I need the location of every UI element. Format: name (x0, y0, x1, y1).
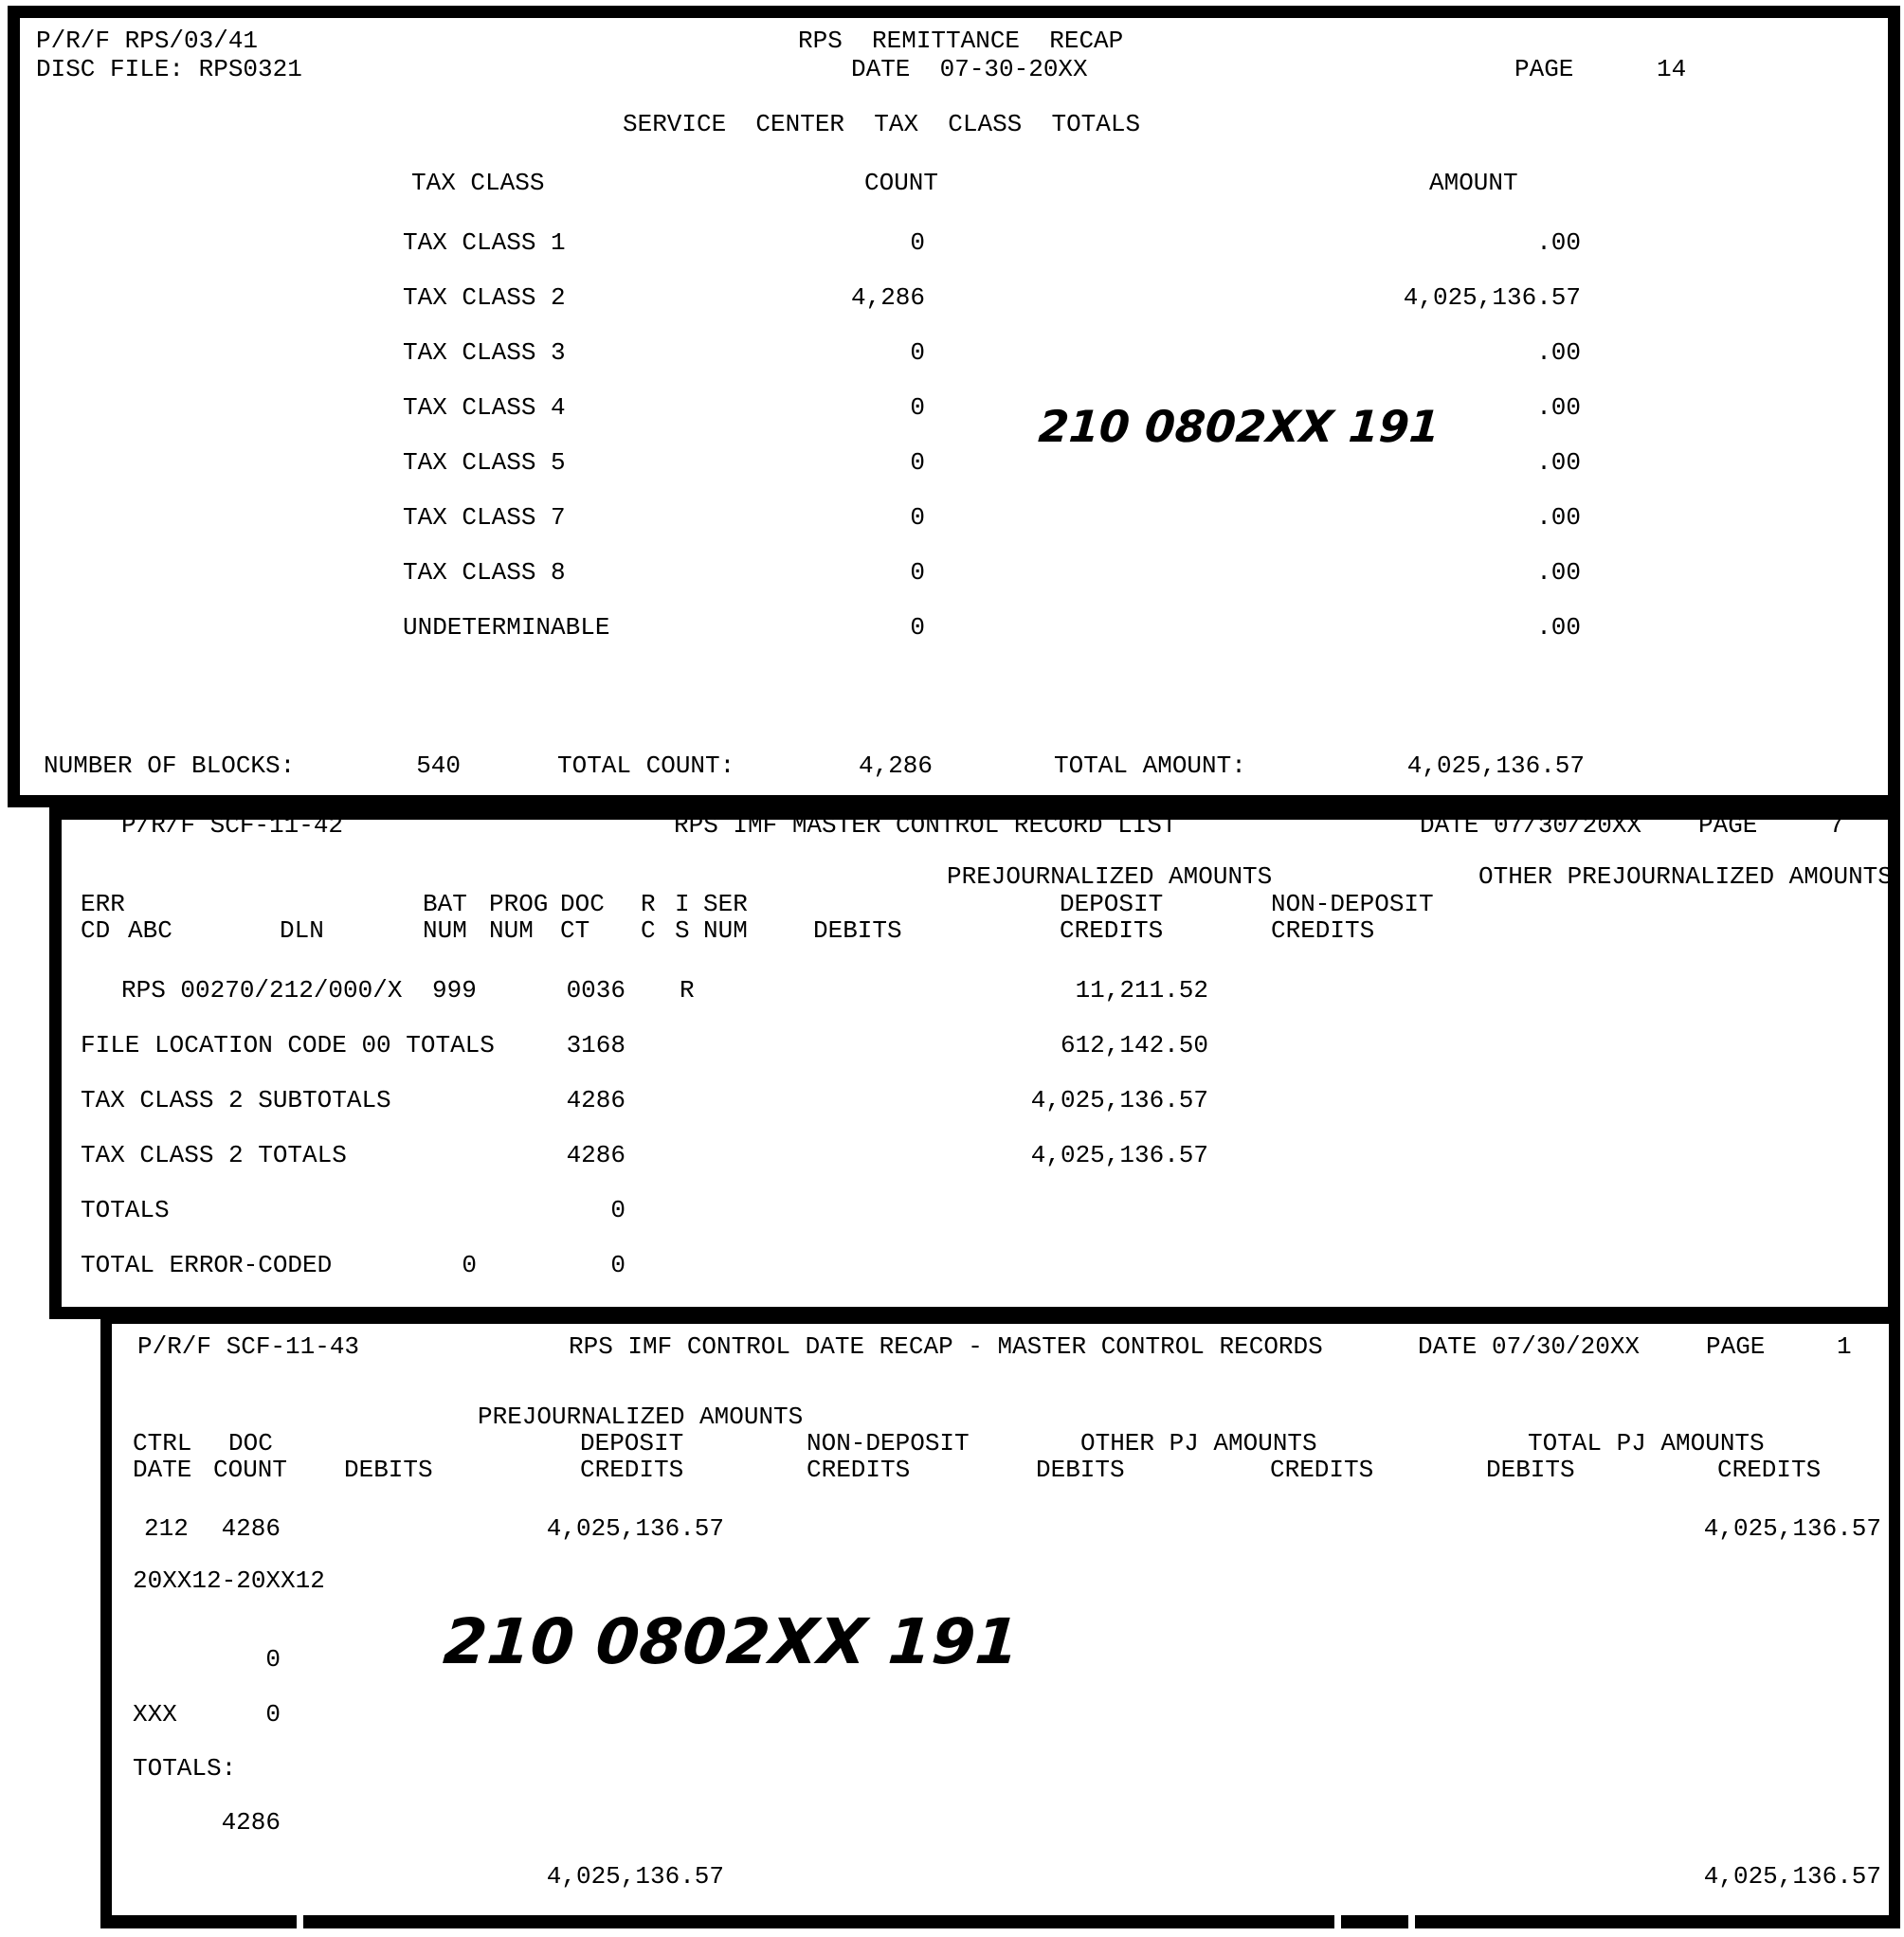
page2-h-ct: CT (560, 916, 590, 945)
tax-class-row-count: 4,286 (850, 283, 925, 312)
page1-total-count-label: TOTAL COUNT: (557, 751, 735, 780)
mcr-row-deposit-credits: 4,025,136.57 (1030, 1086, 1208, 1114)
page2-h-deposit: DEPOSIT (1060, 890, 1164, 918)
page3-bottom-border-dash (100, 1915, 297, 1928)
mcr-row-deposit-credits: 4,025,136.57 (1030, 1141, 1208, 1169)
page3-title: RPS IMF CONTROL DATE RECAP - MASTER CONTROL RECORDS (569, 1332, 1323, 1361)
mcr-row-doc-ct: 4286 (566, 1086, 626, 1114)
cdr-xxx-label: XXX (133, 1700, 177, 1729)
handwritten-dln-annotation: 210 0802XX 191 (1037, 401, 1442, 452)
tax-class-row-amount: .00 (1536, 503, 1581, 532)
page2-h-ser: SER (703, 890, 748, 918)
mcr-row-doc-ct: 0 (610, 1251, 626, 1279)
tax-class-row-amount: 4,025,136.57 (1403, 283, 1581, 312)
page1-disc-file: DISC FILE: RPS0321 (36, 55, 302, 83)
page3-bottom-border-dash (1341, 1915, 1408, 1928)
page3-h-ctrl: CTRL (133, 1429, 192, 1457)
mcr-row-bat: 0 (462, 1251, 477, 1279)
mcr-row-label: TOTAL ERROR-CODED (81, 1251, 333, 1279)
page3-bottom-border-dash (303, 1915, 1334, 1928)
page1-prf-code: P/R/F RPS/03/41 (36, 27, 259, 55)
cdr-row-deposit-credits: 4,025,136.57 (546, 1514, 724, 1543)
page1-subtitle: SERVICE CENTER TAX CLASS TOTALS (623, 110, 1141, 138)
page3-page-number: 1 (1837, 1332, 1852, 1361)
page3-date: DATE 07/30/20XX (1418, 1332, 1641, 1361)
tax-class-row-label: TAX CLASS 7 (403, 503, 566, 532)
mcr-row-label: TAX CLASS 2 TOTALS (81, 1141, 347, 1169)
page1-page-label: PAGE (1514, 55, 1574, 83)
tax-class-row-count: 0 (910, 393, 925, 422)
tax-class-row-label: TAX CLASS 3 (403, 338, 566, 367)
page3-h-credits1: CREDITS (580, 1456, 684, 1484)
cdr-totals-doc-count: 4286 (221, 1808, 281, 1837)
page2-h-credits-deposit: CREDITS (1060, 916, 1164, 945)
page2-prf-code: P/R/F SCF-11-42 (121, 811, 344, 840)
page3-h-doc: DOC (228, 1429, 273, 1457)
page3-h-deposit: DEPOSIT (580, 1429, 684, 1457)
page2-group-other: OTHER PREJOURNALIZED AMOUNTS (1478, 862, 1893, 891)
page3-h-debits3: DEBITS (1486, 1456, 1575, 1484)
cdr-totals-total-credits: 4,025,136.57 (1703, 1862, 1881, 1891)
tax-class-row-count: 0 (910, 338, 925, 367)
page3-h-credits4: CREDITS (1717, 1456, 1822, 1484)
cdr-cycle-range: 20XX12-20XX12 (133, 1566, 325, 1595)
tax-class-row-amount: .00 (1536, 613, 1581, 642)
mcr-row-deposit-credits: 11,211.52 (1075, 976, 1208, 1005)
page3-prf-code: P/R/F SCF-11-43 (137, 1332, 360, 1361)
mcr-row-label: RPS 00270/212/000/X (121, 976, 403, 1005)
page2-h-bat: BAT (423, 890, 467, 918)
page1-page-number: 14 (1657, 55, 1687, 83)
page2-h-debits: DEBITS (813, 916, 902, 945)
page2-page-label: PAGE (1698, 811, 1758, 840)
page2-h-num2: NUM (489, 916, 534, 945)
page1-blocks-label: NUMBER OF BLOCKS: (44, 751, 296, 780)
tax-class-row-label: UNDETERMINABLE (403, 613, 610, 642)
tax-class-row-amount: .00 (1536, 338, 1581, 367)
page2-page-number: 7 (1829, 811, 1844, 840)
tax-class-row-amount: .00 (1536, 393, 1581, 422)
mcr-row-doc-ct: 0 (610, 1196, 626, 1224)
cdr-totals-label: TOTALS: (133, 1754, 237, 1783)
tax-class-row-count: 0 (910, 503, 925, 532)
cdr-totals-deposit-credits: 4,025,136.57 (546, 1862, 724, 1891)
tax-class-row-count: 0 (910, 558, 925, 587)
page3-bottom-border-dash (1415, 1915, 1900, 1928)
page2-date: DATE 07/30/20XX (1420, 811, 1642, 840)
mcr-row-doc-ct: 4286 (566, 1141, 626, 1169)
page3-h-count: COUNT (213, 1456, 288, 1484)
page1-blocks-value: 540 (416, 751, 461, 780)
page1-total-amount-value: 4,025,136.57 (1406, 751, 1585, 780)
page2-h-nondeposit: NON-DEPOSIT (1271, 890, 1434, 918)
page3-h-debits2: DEBITS (1036, 1456, 1125, 1484)
cdr-row-total-credits: 4,025,136.57 (1703, 1514, 1881, 1543)
page2-h-i: I (675, 890, 690, 918)
mcr-row-deposit-credits: 612,142.50 (1060, 1031, 1208, 1059)
page3-h-date: DATE (133, 1456, 192, 1484)
page3-group-other: OTHER PJ AMOUNTS (1080, 1429, 1317, 1457)
page1-col-count: COUNT (864, 169, 939, 197)
page3-h-debits1: DEBITS (344, 1456, 433, 1484)
page3-group-prejournalized: PREJOURNALIZED AMOUNTS (478, 1403, 804, 1431)
page3-h-nondeposit: NON-DEPOSIT (807, 1429, 970, 1457)
page2-h-doc: DOC (560, 890, 605, 918)
page2-h-c: C (641, 916, 656, 945)
mcr-row-doc-ct: 0036 (566, 976, 626, 1005)
tax-class-row-amount: .00 (1536, 558, 1581, 587)
tax-class-row-count: 0 (910, 228, 925, 257)
page2-group-prejournalized: PREJOURNALIZED AMOUNTS (947, 862, 1273, 891)
tax-class-row-label: TAX CLASS 1 (403, 228, 566, 257)
tax-class-row-label: TAX CLASS 5 (403, 448, 566, 477)
page3-group-total: TOTAL PJ AMOUNTS (1528, 1429, 1765, 1457)
cdr-row-doc-count: 4286 (221, 1514, 281, 1543)
page2-h-cd: CD (81, 916, 111, 945)
page1-title: RPS REMITTANCE RECAP (798, 27, 1124, 55)
page2-h-abc: ABC (128, 916, 172, 945)
page2-h-credits-nondeposit: CREDITS (1271, 916, 1375, 945)
cdr-row-ctrl-date: 212 (144, 1514, 189, 1543)
page2-h-num1: NUM (423, 916, 467, 945)
handwritten-dln-annotation: 210 0802XX 191 (441, 1605, 1022, 1678)
page3-page-label: PAGE (1706, 1332, 1766, 1361)
page1-col-amount: AMOUNT (1429, 169, 1518, 197)
mcr-row-label: TAX CLASS 2 SUBTOTALS (81, 1086, 391, 1114)
tax-class-row-label: TAX CLASS 2 (403, 283, 566, 312)
page1-date: DATE 07-30-20XX (851, 55, 1088, 83)
page2-h-num3: NUM (703, 916, 748, 945)
mcr-row-label: TOTALS (81, 1196, 170, 1224)
page1-total-count-value: 4,286 (858, 751, 933, 780)
cdr-zero-doc-count: 0 (265, 1645, 281, 1674)
page1-total-amount-label: TOTAL AMOUNT: (1054, 751, 1246, 780)
tax-class-row-count: 0 (910, 448, 925, 477)
mcr-row-doc-ct: 3168 (566, 1031, 626, 1059)
page3-h-credits2: CREDITS (807, 1456, 911, 1484)
page2-h-s: S (675, 916, 690, 945)
page2-h-prog: PROG (489, 890, 549, 918)
tax-class-row-label: TAX CLASS 8 (403, 558, 566, 587)
mcr-row-label: FILE LOCATION CODE 00 TOTALS (81, 1031, 495, 1059)
mcr-row-rc: R (680, 976, 695, 1005)
mcr-row-bat: 999 (432, 976, 477, 1005)
page3-h-credits3: CREDITS (1270, 1456, 1374, 1484)
tax-class-row-count: 0 (910, 613, 925, 642)
tax-class-row-amount: .00 (1536, 228, 1581, 257)
page2-title: RPS IMF MASTER CONTROL RECORD LIST (674, 811, 1177, 840)
page2-h-dln: DLN (280, 916, 324, 945)
tax-class-row-label: TAX CLASS 4 (403, 393, 566, 422)
page2-h-err: ERR (81, 890, 125, 918)
page1-col-tax-class: TAX CLASS (411, 169, 545, 197)
tax-class-row-amount: .00 (1536, 448, 1581, 477)
page2-h-r: R (641, 890, 656, 918)
cdr-xxx-doc-count: 0 (265, 1700, 281, 1729)
